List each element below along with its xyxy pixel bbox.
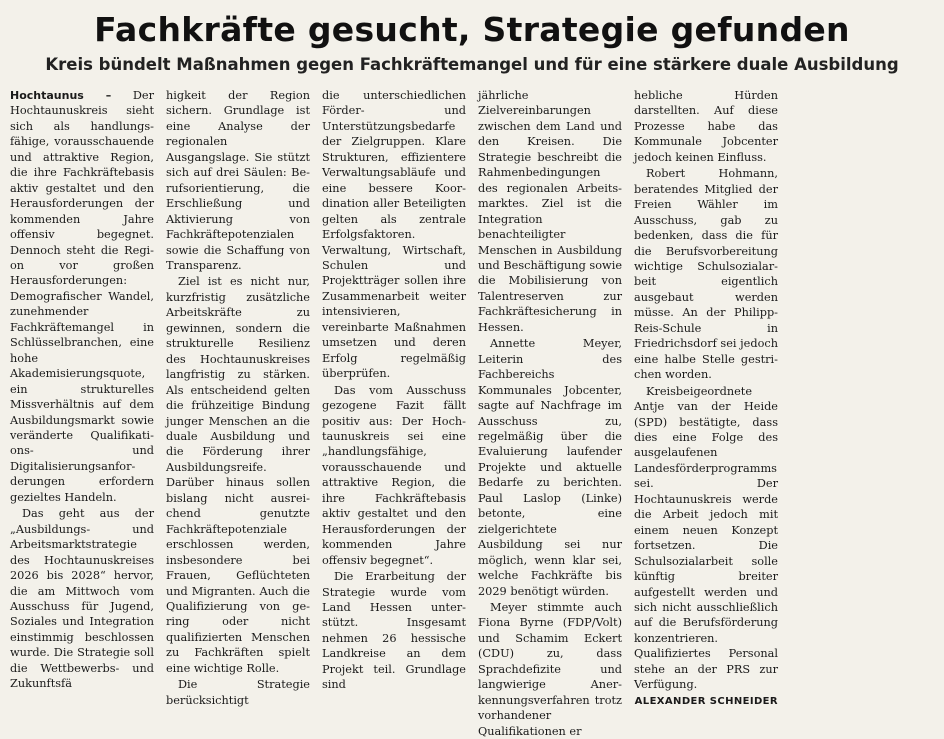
- paragraph: Kreisbeigeordnete Antje van der Heide (SPD) bestätigte, dass dies eine Folge des ausgelaufenen Landesförderprogramms sei. Der Hochtaunuskreis werde die Arbeit jedoch mit einem neuen Konzept fortsetzen. Die Schulsozialarbeit solle künftig breiter aufgestellt werden und sich nicht ausschließlich auf die Berufsförderung konzentrieren. Qualifiziertes Personal stehe an der PRS zur Verfügung.: [634, 384, 778, 692]
- paragraph: Das vom Ausschuss gezogene Fazit fällt positiv aus: Der Hochtaunuskreis sei eine „handlungsfähige, vorausschauende und attraktive Region, die ihre Fachkräftebasis aktiv gestaltet und den Herausforderungen der kommenden Jahre offensiv begegnet“.: [322, 383, 466, 567]
- text-column-2: [166, 88, 310, 739]
- article-body: [10, 88, 934, 738]
- article-headline: Fachkräfte gesucht, Strategie gefunden: [94, 10, 850, 49]
- paragraph: Das geht aus der „Ausbildungs- und Arbeitsmarktstrategie des Hochtaunuskreises 2026 bis 2028“ hervor, die am Mittwoch vom Ausschuss für Jugend, Soziales und Integration einstimmig beschlossen wurde. Die Strategie soll die Wettbewerbs- und Zukunftsfä: [10, 507, 154, 691]
- paragraph: Die Erarbeitung der Strategie wurde vom Land Hessen unterstützt. Insgesamt nehmen 26 hessische Landkreise an dem Projekt teil. Grundlage sind: [322, 570, 466, 692]
- text-column-1: [10, 88, 154, 739]
- paragraph: Robert Hohmann, beratendes Mitglied der Freien Wähler im Ausschuss, gab zu bedenken, dass die für die Berufsvorbereitung wichtige Schulsozialarbeit eigentlich ausgebaut werden müsse. An der Philipp-Reis-Schule in Friedrichsdorf sei jedoch eine halbe Stelle gestrichen worden.: [634, 167, 778, 382]
- paragraph: higkeit der Region sichern. Grundlage ist eine Analyse der regionalen Ausgangslage. Sie stützt sich auf drei Säulen: Berufsorientierung, die Erschließung und Aktivierung von Fachkräftepotenzialen sowie die Schaffung von Transparenz.: [166, 89, 310, 272]
- paragraph: Die Strategie berücksichtigt: [166, 678, 310, 707]
- paragraph: jährliche Zielvereinbarungen zwischen dem Land und den Kreisen. Die Strategie beschreibt die Rahmenbedingungen des regionalen Arbeitsmarktes. Ziel ist die Integration benachteiligter Menschen in Ausbildung und Beschäftigung sowie die Mobilisierung von Talentreserven zur Fachkräftesicherung in Hessen.: [478, 89, 623, 334]
- author-byline: ALEXANDER SCHNEIDER: [634, 695, 778, 707]
- text-column-5: [634, 88, 778, 739]
- paragraph: Hochtaunus – Der Hochtaunuskreis sieht sich als handlungsfähige, vorausschauende und attraktive Region, die ihre Fachkräftebasis aktiv gestaltet und den Herausforderungen der kommenden Jahre offensiv begegnet. Dennoch steht die Region vor großen Herausforderungen: Demografischer Wandel, zunehmender Fachkräftemangel in Schlüsselbranchen, eine hohe Akademisierungsquote, ein strukturelles Missverhältnis auf dem Ausbildungsmarkt sowie veränderte Qualifikations- und Digitalisierungsanforderungen erfordern gezieltes Handeln.: [10, 89, 155, 504]
- paragraph: Meyer stimmte auch Fiona Byrne (FDP/Volt) und Schamim Eckert (CDU) zu, dass Sprachdefizite und langwierige Anerkennungsverfahren trotz vorhandener Qualifikationen er: [478, 600, 622, 738]
- text-column-4: [478, 88, 622, 739]
- paragraph: Annette Meyer, Leiterin des Fachbereichs Kommunales Jobcenter, sagte auf Nachfrage im Ausschuss zu, regelmäßig über die Evaluierung laufender Projekte und aktuelle Bedarfe zu berichten. Paul Laslop (Linke) betonte, eine zielgerichtete Ausbildung sei nur möglich, wenn klar sei, welche Fachkräfte bis 2029 benötigt würden.: [478, 337, 622, 598]
- paragraph: Ziel ist es nicht nur, kurzfristig zusätzliche Arbeitskräfte zu gewinnen, sondern die strukturelle Resilienz des Hochtaunuskreises langfristig zu stärken. Als entscheidend gelten die frühzeitige Bindung junger Menschen an die duale Ausbildung und die Förderung ihrer Ausbildungsreife. Darüber hinaus sollen bislang nicht ausreichend genutzte Fachkräftepotenziale erschlossen werden, insbesondere bei Frauen, Geflüchteten und Migranten. Auch die Qualifizierung von gering oder nicht qualifizierten Menschen zu Fachkräften spielt eine wichtige Rolle.: [166, 275, 310, 675]
- paragraph: die unterschiedlichen Förder- und Unterstützungsbedarfe der Zielgruppen. Klare Strukturen, effizientere Verwaltungsabläufe und eine bessere Koordination aller Beteiligten gelten als zentrale Erfolgsfaktoren. Verwaltung, Wirtschaft, Schulen und Projektträger sollen ihre Zusammenarbeit weiter intensivieren, vereinbarte Maßnahmen umsetzen und deren Erfolg regelmäßig überprüfen.: [322, 89, 466, 381]
- paragraph: hebliche Hürden darstellten. Auf diese Prozesse habe das Kommunale Jobcenter jedoch keinen Einfluss.: [634, 89, 778, 164]
- text-column-3: [322, 88, 466, 739]
- dateline: Hochtaunus –: [10, 89, 112, 102]
- article-subheadline: Kreis bündelt Maßnahmen gegen Fachkräftemangel und für eine stärkere duale Ausbildung: [45, 55, 899, 74]
